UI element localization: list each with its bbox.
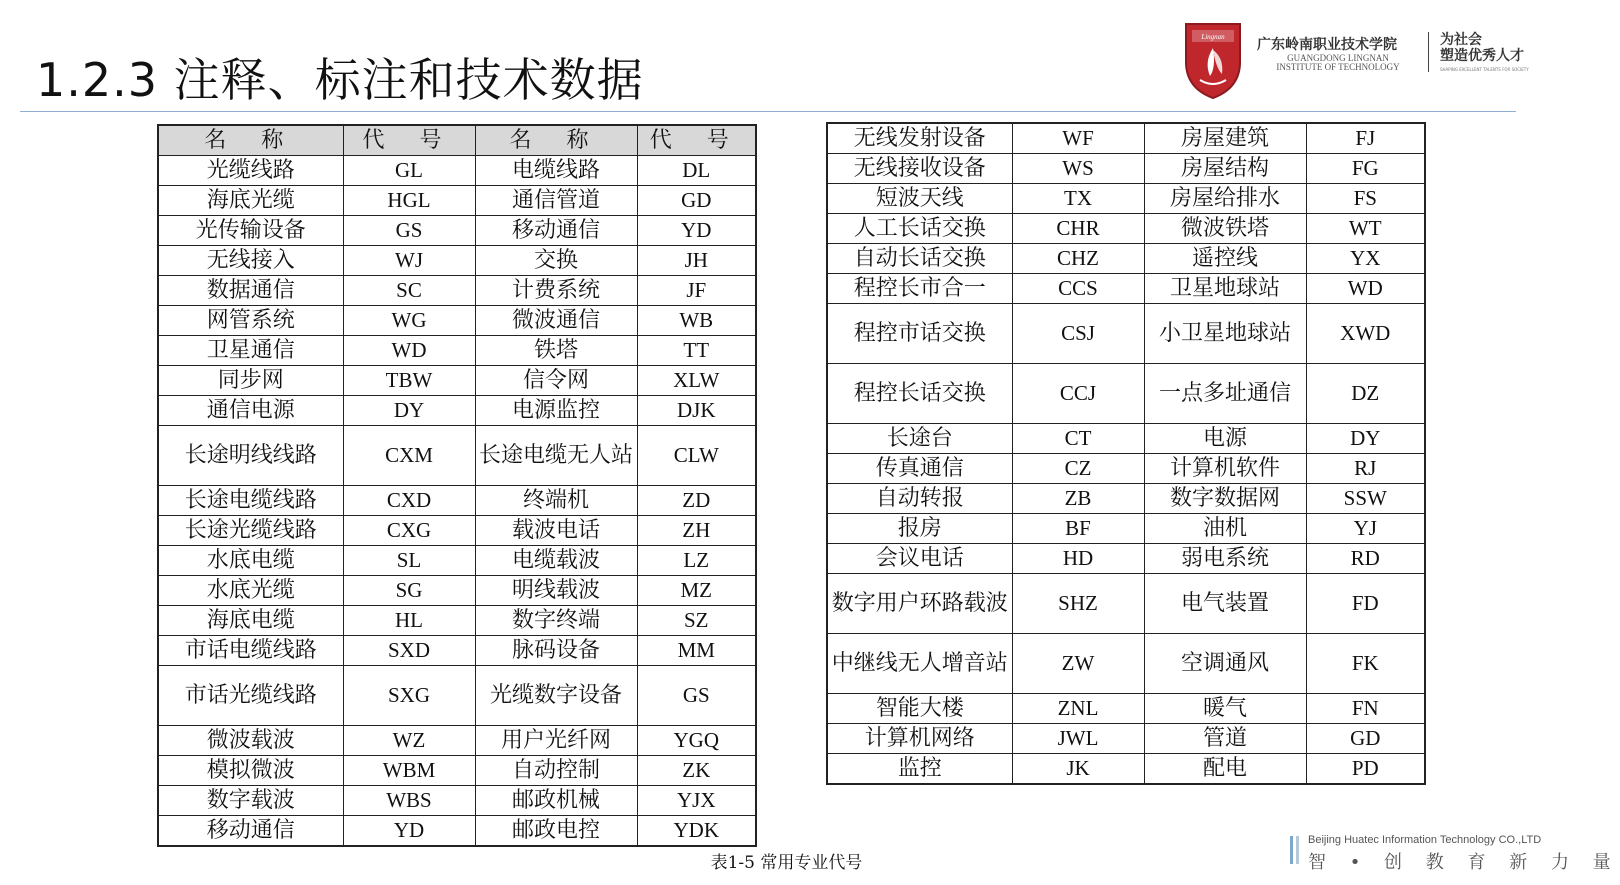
item-code-cell: CLW [637,426,756,486]
right-table-body [827,123,1425,784]
item-name-cell: 数字用户环路载波 [827,574,1012,634]
table-row [158,666,756,726]
item-name-cell: 脉码设备 [475,636,637,666]
table-row [827,634,1425,694]
item-name-cell: 小卫星地球站 [1144,304,1306,364]
table-row [827,184,1425,214]
left-code-table [157,124,757,847]
item-name-cell: 光传输设备 [158,216,343,246]
item-code-cell: MM [637,636,756,666]
table-row [158,426,756,486]
table-row [827,214,1425,244]
footer-accent-bar [1290,836,1293,864]
item-code-cell: ZD [637,486,756,516]
item-code-cell: WS [1012,154,1144,184]
item-code-cell: SXD [343,636,475,666]
item-name-cell: 中继线无人增音站 [827,634,1012,694]
item-name-cell: 明线载波 [475,576,637,606]
table-header-row [158,125,756,156]
item-code-cell: WBS [343,786,475,816]
table-row [158,336,756,366]
table-row [158,396,756,426]
right-code-table [826,122,1426,785]
item-name-cell: 邮政电控 [475,816,637,847]
header-name: 名 称 [158,125,343,156]
title-divider [20,111,1516,112]
item-code-cell: DJK [637,396,756,426]
item-code-cell: FK [1306,634,1425,694]
item-name-cell: 长途台 [827,424,1012,454]
table-row [158,216,756,246]
item-name-cell: 自动控制 [475,756,637,786]
school-motto [1440,32,1524,64]
table-row [158,366,756,396]
item-name-cell: 房屋建筑 [1144,123,1306,154]
item-name-cell: 模拟微波 [158,756,343,786]
item-name-cell: 电缆线路 [475,156,637,186]
table-row [158,276,756,306]
item-code-cell: HD [1012,544,1144,574]
item-code-cell: RD [1306,544,1425,574]
footer-company: Beijing Huatec Information Technology CO.,LTD [1308,834,1542,846]
table-row [827,454,1425,484]
item-name-cell: 移动通信 [475,216,637,246]
item-name-cell: 遥控线 [1144,244,1306,274]
item-code-cell: SC [343,276,475,306]
item-name-cell: 自动转报 [827,484,1012,514]
item-code-cell: TX [1012,184,1144,214]
item-code-cell: CHZ [1012,244,1144,274]
table-row [827,154,1425,184]
item-name-cell: 智能大楼 [827,694,1012,724]
item-name-cell: 弱电系统 [1144,544,1306,574]
item-name-cell: 网管系统 [158,306,343,336]
item-name-cell: 长途电缆线路 [158,486,343,516]
item-name-cell: 光缆数字设备 [475,666,637,726]
item-name-cell: 短波天线 [827,184,1012,214]
table-row [158,576,756,606]
item-name-cell: 程控市话交换 [827,304,1012,364]
school-name-cn: 广东岭南职业技术学院 [1257,37,1397,53]
item-code-cell: YDK [637,816,756,847]
item-code-cell: SHZ [1012,574,1144,634]
item-code-cell: CCS [1012,274,1144,304]
item-name-cell: 交换 [475,246,637,276]
item-name-cell: 水底电缆 [158,546,343,576]
table-row [827,424,1425,454]
item-name-cell: 海底光缆 [158,186,343,216]
left-table-body [158,156,756,847]
item-name-cell: 市话光缆线路 [158,666,343,726]
header-name: 名 称 [475,125,637,156]
item-name-cell: 无线接入 [158,246,343,276]
item-name-cell: 数字终端 [475,606,637,636]
item-code-cell: WJ [343,246,475,276]
item-code-cell: SXG [343,666,475,726]
school-logo [1182,18,1552,102]
table-row [827,304,1425,364]
motto-en: SHAPING EXCELLENT TALENTS FOR SOCIETY [1440,67,1529,72]
item-code-cell: CXG [343,516,475,546]
item-name-cell: 同步网 [158,366,343,396]
item-code-cell: YJ [1306,514,1425,544]
table-row [827,544,1425,574]
footer-slogan: 智 • 创 教 育 新 力 量 [1308,852,1620,873]
item-name-cell: 房屋结构 [1144,154,1306,184]
item-code-cell: FG [1306,154,1425,184]
item-code-cell: WF [1012,123,1144,154]
motto-line1: 为社会 [1440,32,1482,48]
table-row [158,786,756,816]
item-name-cell: 管道 [1144,724,1306,754]
table-row [827,484,1425,514]
school-name-en [1258,54,1418,72]
item-name-cell: 报房 [827,514,1012,544]
item-code-cell: YD [343,816,475,847]
item-name-cell: 计算机软件 [1144,454,1306,484]
item-code-cell: FN [1306,694,1425,724]
item-name-cell: 卫星通信 [158,336,343,366]
item-code-cell: LZ [637,546,756,576]
item-code-cell: ZK [637,756,756,786]
footer-accent-bar [1296,836,1299,864]
item-code-cell: SZ [637,606,756,636]
item-name-cell: 电源监控 [475,396,637,426]
item-code-cell: WD [343,336,475,366]
item-code-cell: YX [1306,244,1425,274]
table-row [827,364,1425,424]
item-name-cell: 计费系统 [475,276,637,306]
table-row [827,274,1425,304]
item-code-cell: CSJ [1012,304,1144,364]
table-row [827,754,1425,785]
table-row [158,486,756,516]
item-name-cell: 载波电话 [475,516,637,546]
item-name-cell: 长途光缆线路 [158,516,343,546]
item-name-cell: 一点多址通信 [1144,364,1306,424]
page-title: 1.2.3 注释、标注和技术数据 [36,53,644,107]
item-code-cell: PD [1306,754,1425,785]
item-name-cell: 邮政机械 [475,786,637,816]
item-code-cell: WZ [343,726,475,756]
table-row [827,574,1425,634]
item-code-cell: MZ [637,576,756,606]
item-code-cell: ZB [1012,484,1144,514]
table-row [158,516,756,546]
table-caption: 表1-5 常用专业代号 [710,853,863,873]
table-row [158,156,756,186]
table-row [827,244,1425,274]
item-name-cell: 房屋给排水 [1144,184,1306,214]
logo-divider [1428,32,1429,72]
table-row [158,606,756,636]
item-name-cell: 空调通风 [1144,634,1306,694]
item-code-cell: HL [343,606,475,636]
item-code-cell: ZNL [1012,694,1144,724]
table-row [158,186,756,216]
table-row [158,246,756,276]
item-name-cell: 程控长市合一 [827,274,1012,304]
item-name-cell: 光缆线路 [158,156,343,186]
school-emblem-icon [1182,18,1244,102]
item-code-cell: BF [1012,514,1144,544]
item-code-cell: FJ [1306,123,1425,154]
item-name-cell: 微波铁塔 [1144,214,1306,244]
item-code-cell: XWD [1306,304,1425,364]
item-code-cell: JWL [1012,724,1144,754]
item-code-cell: ZW [1012,634,1144,694]
item-name-cell: 配电 [1144,754,1306,785]
school-name-en-line1: GUANGDONG LINGNAN [1287,53,1389,63]
item-name-cell: 卫星地球站 [1144,274,1306,304]
item-code-cell: CZ [1012,454,1144,484]
item-code-cell: CXM [343,426,475,486]
item-code-cell: TBW [343,366,475,396]
item-name-cell: 无线接收设备 [827,154,1012,184]
item-code-cell: GS [637,666,756,726]
item-code-cell: SSW [1306,484,1425,514]
item-code-cell: SL [343,546,475,576]
table-row [827,123,1425,154]
item-code-cell: ZH [637,516,756,546]
item-code-cell: SG [343,576,475,606]
table-row [827,514,1425,544]
motto-line2: 塑造优秀人才 [1440,48,1524,64]
item-name-cell: 数据通信 [158,276,343,306]
item-code-cell: CXD [343,486,475,516]
item-code-cell: DZ [1306,364,1425,424]
item-code-cell: GD [637,186,756,216]
item-code-cell: GL [343,156,475,186]
item-name-cell: 微波载波 [158,726,343,756]
item-code-cell: JK [1012,754,1144,785]
item-name-cell: 电源 [1144,424,1306,454]
item-code-cell: GS [343,216,475,246]
item-name-cell: 水底光缆 [158,576,343,606]
table-row [827,724,1425,754]
item-code-cell: YGQ [637,726,756,756]
item-name-cell: 海底电缆 [158,606,343,636]
emblem-text: Lingnan [1201,33,1225,41]
item-code-cell: CT [1012,424,1144,454]
item-name-cell: 自动长话交换 [827,244,1012,274]
item-name-cell: 计算机网络 [827,724,1012,754]
item-name-cell: 用户光纤网 [475,726,637,756]
item-name-cell: 通信管道 [475,186,637,216]
item-code-cell: CCJ [1012,364,1144,424]
item-code-cell: WBM [343,756,475,786]
item-name-cell: 程控长话交换 [827,364,1012,424]
item-name-cell: 油机 [1144,514,1306,544]
item-code-cell: RJ [1306,454,1425,484]
item-name-cell: 监控 [827,754,1012,785]
item-name-cell: 电缆载波 [475,546,637,576]
item-code-cell: DL [637,156,756,186]
item-code-cell: YJX [637,786,756,816]
item-code-cell: WT [1306,214,1425,244]
item-code-cell: CHR [1012,214,1144,244]
item-code-cell: DY [1306,424,1425,454]
item-name-cell: 微波通信 [475,306,637,336]
item-code-cell: DY [343,396,475,426]
item-code-cell: HGL [343,186,475,216]
item-name-cell: 终端机 [475,486,637,516]
item-code-cell: WB [637,306,756,336]
item-name-cell: 数字数据网 [1144,484,1306,514]
item-name-cell: 铁塔 [475,336,637,366]
table-row [827,694,1425,724]
item-code-cell: JF [637,276,756,306]
header-code: 代 号 [343,125,475,156]
item-name-cell: 传真通信 [827,454,1012,484]
item-name-cell: 移动通信 [158,816,343,847]
item-code-cell: TT [637,336,756,366]
item-name-cell: 会议电话 [827,544,1012,574]
item-code-cell: FD [1306,574,1425,634]
item-code-cell: JH [637,246,756,276]
item-code-cell: FS [1306,184,1425,214]
item-code-cell: WD [1306,274,1425,304]
table-row [158,756,756,786]
table-row [158,726,756,756]
item-name-cell: 人工长话交换 [827,214,1012,244]
item-name-cell: 电气装置 [1144,574,1306,634]
item-name-cell: 暖气 [1144,694,1306,724]
item-name-cell: 数字载波 [158,786,343,816]
footer-brand [1290,832,1620,873]
item-name-cell: 无线发射设备 [827,123,1012,154]
item-code-cell: XLW [637,366,756,396]
item-code-cell: GD [1306,724,1425,754]
header-code: 代 号 [637,125,756,156]
school-name-en-line2: INSTITUTE OF TECHNOLOGY [1276,62,1400,72]
item-name-cell: 长途电缆无人站 [475,426,637,486]
item-name-cell: 长途明线线路 [158,426,343,486]
item-name-cell: 通信电源 [158,396,343,426]
table-row [158,546,756,576]
item-code-cell: YD [637,216,756,246]
item-name-cell: 信令网 [475,366,637,396]
table-row [158,306,756,336]
table-row [158,816,756,847]
item-name-cell: 市话电缆线路 [158,636,343,666]
item-code-cell: WG [343,306,475,336]
table-row [158,636,756,666]
